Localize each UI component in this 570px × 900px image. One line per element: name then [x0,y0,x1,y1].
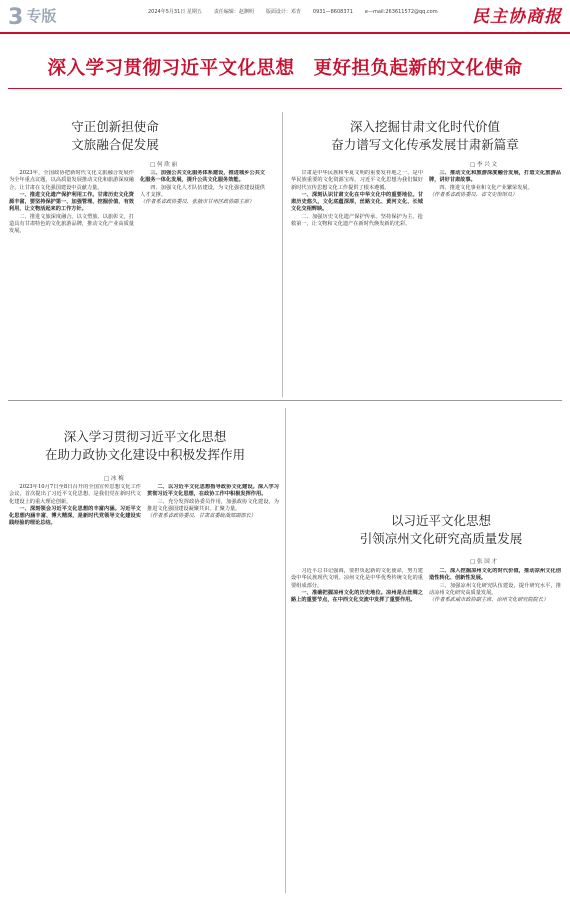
article-4-body: 习近平总书记强调，要担负起新的文化使命，努力建设中华民族现代文明。凉州文化是中华优秀传统文化的重要组成部分。 一、准确把握凉州文化的历史地位。凉州是古丝绸之路上的重要节点，在中西文化交流中发挥了重要作用。 二、深入挖掘凉州文化的时代价值，推动凉州文化创造性转化、创新性发展。 三、加强凉州文化研究队伍建设，提升研究水平，推动凉州文化研究高质量发展。 （作者系武威市政协副主席、凉州文化研究院院长） [291,568,561,604]
article-1-byline: □ 何 欣 丽 [150,162,177,168]
banner-rule [8,88,562,89]
paper-logo: 民主协商报 [472,7,562,27]
email: e—mail:263611572@qq.com [364,9,438,15]
issue-info [148,8,450,15]
article-4-byline: □ 张 国 才 [470,559,497,565]
hotline: 0931—8608371 [312,9,353,15]
column-divider-top [282,112,283,397]
issue-date: 2024年5月31日 星期五 [148,9,202,15]
section-divider [8,400,562,401]
article-1-title: 守正创新担使命 文旅融合促发展 [71,119,159,152]
article-2-byline: □ 李 兴 文 [470,162,497,168]
article-2-body: 甘肃是中华民族和华夏文明的重要发祥地之一，是中华民族重要的文化资源宝库。习近平文化思想为我们做好新时代宣传思想文化工作提供了根本遵循。 一、深刻认识甘肃文化在中华文化中的重要地位。甘肃历史悠久，文化底蕴深厚，丝路文化、黄河文化、长城文化交相辉映。 二、加强历史文化遗产保护传承。坚持保护为主、抢救第一，让文物和文化遗产在新时代焕发新的光彩。 三、推动文化和旅游深度融合发展，打造文化旅游品牌，讲好甘肃故事。 四、推进文化事业和文化产业繁荣发展。 （作者系省政协委员、省文史馆馆员） [291,170,561,228]
article-1-body: 2023年，全国政协把新时代文化文旅融合发展作为全年重点议题，以高质量发展推动文化和旅游深度融合，让甘肃在文化强国建设中贡献力量。 一、推进文化遗产保护利用工作。甘肃历史文化资源丰富，要坚持保护第一、加强管理、挖掘价值、有效利用、让文物活起来的工作方针。 二、推进文旅深度融合。以文塑旅、以旅彰文，打造具有甘肃特色的文化旅游品牌，推动文化产业高质量发展。 三、加强公共文化服务体系建设，推进城乡公共文化服务一体化发展，提升公共文化服务效能。 四、加强文化人才队伍建设，为文化强省建设提供人才支撑。 （作者系省政协委员、张掖市甘州区政协副主席） [9,170,265,235]
article-3-title: 深入学习贯彻习近平文化思想 在助力政协文化建设中积极发挥作用 [44,429,245,462]
article-3-body: 2023年10月7日至8日召开的全国宣传思想文化工作会议，首次提出了习近平文化思想，是我们党在新时代文化建设上的重大理论创新。 一、深刻领会习近平文化思想的丰富内涵。习近平文化思想内涵丰富、博大精深，是新时代党领导文化建设实践经验的理论总结。 二、以习近平文化思想指导政协文化建设。深入学习贯彻习近平文化思想，在政协工作中积极发挥作用。 三、充分发挥政协委员作用，加强政协文化建设，为推进文化强国建设凝聚共识、汇聚力量。 （作者系省政协委员、甘肃省委统战部副部长） [9,484,279,527]
article-2-title: 深入挖掘甘肃文化时代价值 奋力谱写文化传承发展甘肃新篇章 [331,119,519,152]
column-divider-bottom [285,408,286,893]
designer-credit: 版面设计：邓青 [265,9,301,15]
article-3-byline: □ 冰 梅 [104,476,124,482]
section-name: 专版 [26,7,57,25]
editor-credit: 责任编辑：赵渊明 [213,9,254,15]
page-banner-title: 深入学习贯彻习近平文化思想 更好担负起新的文化使命 [47,58,523,79]
article-4-title: 以习近平文化思想 引领凉州文化研究高质量发展 [359,513,523,546]
masthead-rule [0,32,570,34]
masthead [0,0,570,34]
page-number: 3 专版 [8,5,57,30]
